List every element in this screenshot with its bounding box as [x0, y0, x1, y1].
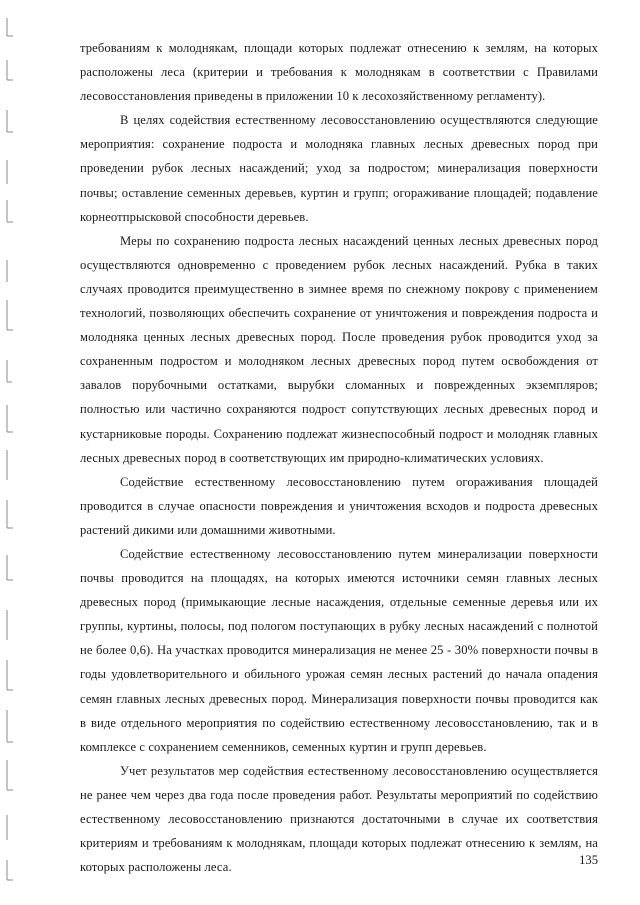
paragraph-fencing: Содействие естественному лесовосстановлению путем огораживания площадей проводится в случае опасности повреждения и уничтожения всходов и подроста древесных растений дикими или домашними животными.: [80, 474, 598, 537]
binding-edge-marks: [0, 0, 30, 905]
paragraph-measures-list: В целях содействия естественному лесовосстановлению осуществляются следующие мероприятия: сохранение подроста и молодняка главных лесных древесных пород при проведении рубок лесных насаждений; уход за подростом; минерализация поверхности почвы; оставление семенных деревьев, куртин и групп; огораживание площадей; подавление корнеотпрысковой способности деревьев.: [80, 113, 598, 224]
paragraph-undergrowth-preservation: Меры по сохранению подроста лесных насаждений ценных лесных древесных пород осуществляются одновременно с проведением рубок лесных насаждений. Рубка в таких случаях проводится преимущественно в зимнее время по снежному покрову с применением технологий, позволяющих обеспечить сохранение от уничтожения и повреждения подроста и молодняка ценных лесных древесных пород. После проведения рубок проводится уход за сохраненным подростом и молодняком лесных древесных пород путем освобождения от завалов порубочными остатками, вырубки сломанных и поврежденных экземпляров; полностью или частично сохраняются подрост сопутствующих лесных древесных пород и кустарниковые породы. Сохранению подлежат жизнеспособный подрост и молодняк главных лесных древесных пород в соответствующих им природно-климатических условиях.: [80, 233, 598, 465]
paragraph-results-accounting: Учет результатов мер содействия естественному лесовосстановлению осуществляется не ранее чем через два года после проведения работ. Результаты мероприятий по содействию естественному лесовосстановлению признаются достаточными в случае их соответствия критериям и требованиям к молоднякам, площади которых подлежат отнесению к землям, на которых расположены леса.: [80, 763, 598, 875]
paragraph-continuation: требованиям к молоднякам, площади которых подлежат отнесению к землям, на которых расположены леса (критерии и требования к молоднякам в соответствии с Правилами лесовосстановления приведены в приложении 10 к лесохозяйственному регламенту).: [80, 41, 598, 104]
body-text: [80, 36, 598, 879]
page-number: 135: [579, 853, 598, 867]
paragraph-soil-mineralization: Содействие естественному лесовосстановлению путем минерализации поверхности почвы проводится на площадях, на которых имеются источники семян главных лесных древесных пород (примыкающие лесные насаждения, отдельные семенные деревья или их группы, куртины, полосы, под пологом поступающих в рубку лесных насаждений с полнотой не более 0,6). На участках проводится минерализация не менее 25 - 30% поверхности почвы в годы удовлетворительного и обильного урожая семян лесных растений до начала опадения семян главных лесных древесных пород. Минерализация поверхности почвы проводится как в виде отдельного мероприятия по содействию естественному лесовосстановлению, так и в комплексе с сохранением семенников, семенных куртин и групп деревьев.: [80, 546, 598, 754]
